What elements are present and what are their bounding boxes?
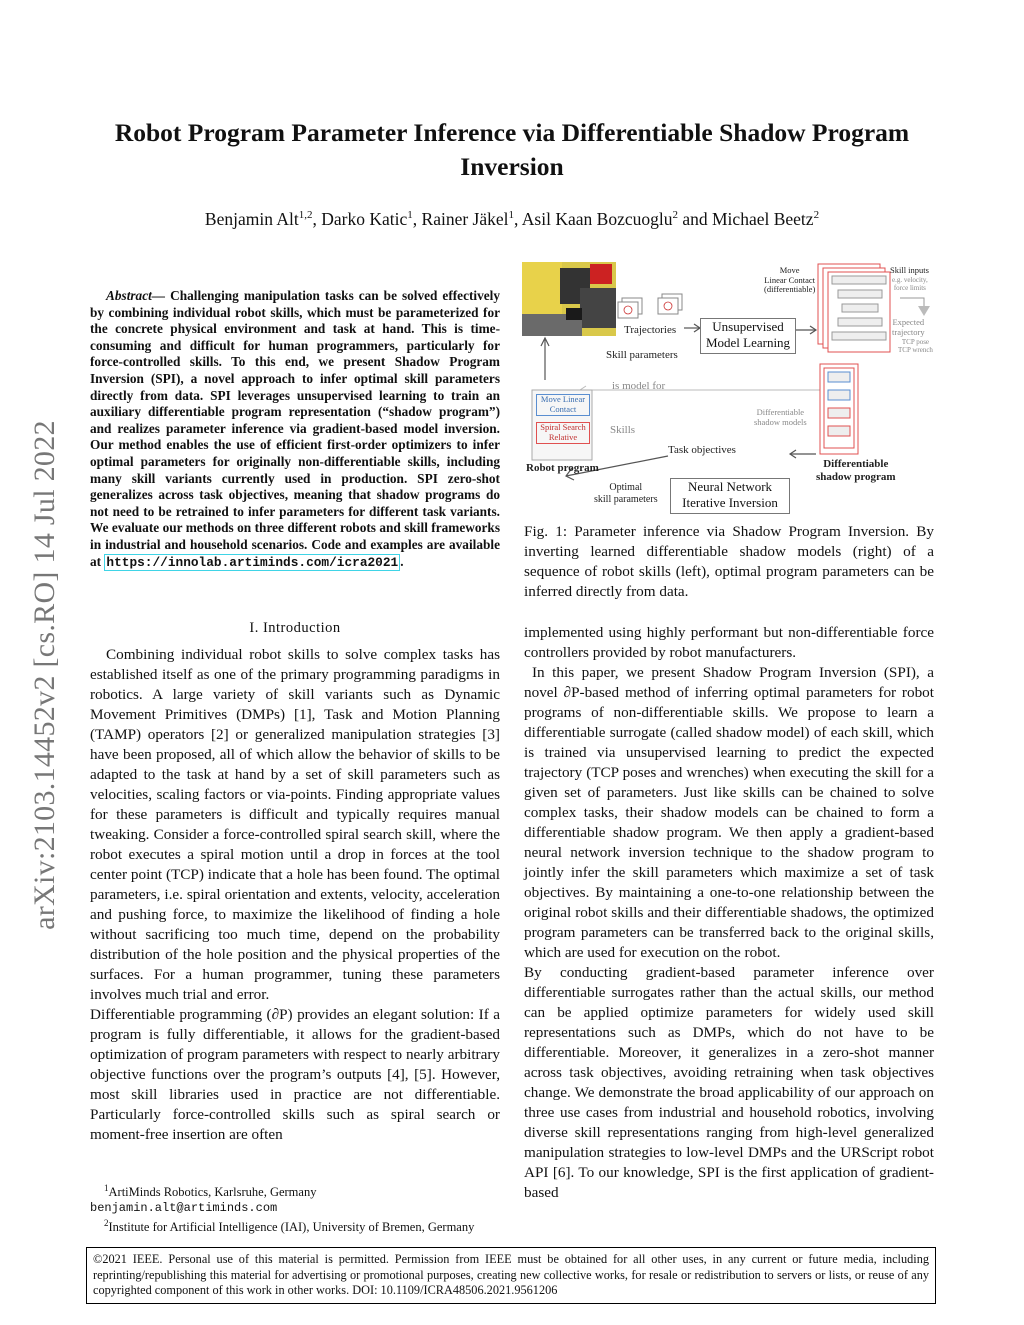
author-name: Michael Beetz — [712, 209, 814, 229]
paragraph: By conducting gradient-based parameter inference over differentiable surrogates rather than the actual skills, our method can be applied optimize parameters for widely used skill representations such as DMPs, which do not have to be differentiable. Moreover, it generalizes in a zero-shot manner across task objectives, avoiding retraining when task objectives change. We demonstrate the broad applicability of our approach on three use cases from industrial and household robotics, involving diverse skill representations ranging from high-level generalized manipulation strategies to low-level DMPs and the URScript robot API [6]. To our knowledge, SPI is the first application of gradient-based — [524, 964, 934, 1201]
footnote-text: ArtiMinds Robotics, Karlsruhe, Germany — [108, 1185, 317, 1200]
box-line: Iterative Inversion — [682, 495, 778, 510]
footnote-text: Institute for Artificial Intelligence (IAI), University of Bremen, Germany — [108, 1220, 475, 1235]
intro-right-column — [524, 623, 934, 1203]
paragraph: Differentiable programming (∂P) provides an elegant solution: If a program is fully differentiable, it allows for the gradient-based optimization of program parameters with respect to nearly arbitrary objective functions over the program’s outputs [4], [5]. However, most skill libraries used in practice are not differentiable. Particularly force-controlled skills such as spiral search or moment-free insertion are often — [90, 1006, 500, 1143]
author-email[interactable]: benjamin.alt@artiminds.com — [90, 1200, 278, 1215]
robot-program-label: Robot program — [526, 462, 599, 474]
abstract — [90, 288, 500, 571]
robot-photo — [522, 262, 616, 336]
affiliation-mark: 1 — [407, 209, 413, 222]
box-line: Unsupervised — [712, 319, 784, 334]
affiliation-mark: 2 — [672, 209, 678, 222]
abstract-text: Challenging manipulation tasks can be solved effectively by combining individual robot skills, which must be parameterized for the concrete physical environment and task at hand. This is time-consuming and difficult for human programmers, particularly for force-controlled skills. To this end, we present Shadow Program Inversion (SPI), a novel approach to infer optimal skill parameters directly from data. SPI leverages unsupervised learning to train an auxiliary differentiable program representation (“shadow program”) and realizes parameter inference via gradient-based model inversion. Our method enables the use of efficient first-order optimizers to infer optimal parameters for originally non-differentiable skills, including many skill variants currently used in production. SPI zero-shot generalizes across task objectives, meaning that shadow programs do not need to be retrained to infer parameters for different task variants. We evaluate our methods on three different robots and skill frameworks in industrial and household scenarios. Code and examples are available at — [90, 288, 500, 569]
expected-trajectory-label: Expected trajectory — [892, 317, 925, 337]
skill-parameters-label: Skill parameters — [606, 349, 678, 361]
skill-move-linear-contact: Move Linear Contact — [536, 394, 590, 416]
affiliation-mark: 1 — [508, 209, 514, 222]
figure-1 — [520, 258, 940, 510]
arxiv-identifier: arXiv:2103.14452v2 [cs.RO] 14 Jul 2022 — [28, 420, 61, 930]
section-title: Introduction — [262, 620, 341, 636]
author-name: Asil Kaan Bozcuoglu — [521, 209, 673, 229]
neural-network-box — [670, 478, 790, 514]
unsupervised-learning-box — [700, 318, 796, 354]
paper-title: Robot Program Parameter Inference via Differentiable Shadow Program Inversion — [114, 118, 910, 181]
affiliation-mark: 2 — [813, 209, 820, 222]
code-link[interactable]: https://innolab.artiminds.com/icra2021 — [106, 554, 399, 570]
section-heading — [90, 620, 500, 637]
figure-caption: Fig. 1: Parameter inference via Shadow Program Inversion. By inverting learned differentiable shadow models (right) of a sequence of robot skills (left), optimal program parameters can be inferred directly from data. — [524, 523, 934, 600]
author-list: Benjamin Alt$^{1,2}$, Darko Katic$^1$, Rainer Jäkel$^1$, Asil Kaan Bozcuoglu$^2$ and Michael Beetz$^2$ — [204, 209, 820, 229]
intro-left-column — [90, 645, 500, 1145]
footnote-2 — [90, 1216, 500, 1236]
abstract-label: Abstract— — [106, 288, 166, 303]
diff-models-label: Differentiable shadow models — [754, 407, 807, 427]
author-name: Benjamin Alt — [204, 209, 299, 229]
copyright-notice: ©2021 IEEE. Personal use of this material is permitted. Permission from IEEE must be obtained for all other uses, in any current or future media, including reprinting/republishing this material for advertising or promotional purposes, creating new collective works, for resale or redistribution to servers or lists, or reuse of any copyrighted component of this work in other works. DOI: 10.1109/ICRA48506.2021.9561206 — [86, 1247, 936, 1304]
author-name: Rainer Jäkel — [421, 209, 509, 229]
skill-inputs-label: Skill inputs — [890, 265, 929, 275]
task-objectives-label: Task objectives — [668, 444, 736, 456]
affiliation-mark: 1,2 — [298, 209, 313, 222]
abstract-end: . — [400, 553, 404, 569]
move-contact-label: Move Linear Contact (differentiable) — [764, 265, 816, 294]
shadow-model-stack — [818, 264, 930, 454]
section-number: I. — [249, 620, 259, 636]
footnote-mark: 1 — [104, 1183, 109, 1193]
paragraph: implemented using highly performant but non-differentiable force controllers provided by robot manufacturers. — [524, 624, 934, 661]
skill-inputs-example: e.g. velocity, force limits — [892, 276, 928, 292]
paragraph: Combining individual robot skills to solve complex tasks has established itself as one of the primary programming paradigms in robotics. A large variety of skill variants such as Dynamic Movement Primitives (DMPs) [1], Task and Motion Planning (TAMP) operators [2] or generalized manipulation strategies [3] have been proposed, all of which allow the behavior of skills to be adapted to the task at hand by a set of skill parameters such as velocities, scaling factors or via-points. Finding appropriate values for these parameters is difficult and typically requires manual tweaking. Consider a force-controlled spiral search skill, where the robot executes a spiral motion until a drop in forces at the tool center point (TCP) indicate that a hole has been found. The optimal parameters, i.e. spiral orientation and extents, velocity, acceleration and pushing force, to maximize the likelihood of finding a hole without sacrificing too much time, depend on the probability distribution of the hole position and the physical properties of the surfaces. For a human programmer, tuning these parameters involves much trial and error. — [90, 646, 500, 1003]
trajectories-label: Trajectories — [624, 324, 677, 336]
diff-program-label: Differentiable shadow program — [816, 458, 896, 483]
box-line: Neural Network — [687, 479, 773, 494]
expected-trajectory-sub: TCP pose TCP wrench — [898, 338, 933, 354]
paragraph: In this paper, we present Shadow Program Inversion (SPI), a novel ∂P-based method of inferring optimal parameters for robot programs of non-differentiable skills. We propose to learn a differentiable surrogate (called shadow model) of each skill, which is trained via unsupervised learning to predict the expected trajectory (TCP poses and wrenches) when executing the skill for a given set of parameters. Just like skills can be chained to solve complex tasks, their shadow models can be chained to form a differentiable shadow program. We then apply a gradient-based neural network inversion technique to the shadow program to jointly infer the skill parameters which maximize a set of task objectives. By maintaining a one-to-one relationship between the original robot skills and their differentiable shadows, the optimized program parameters can be transferred back to the original skills, which are used for execution on the robot. — [524, 664, 934, 961]
author-name: Darko Katic — [321, 209, 408, 229]
footnote-1 — [90, 1181, 500, 1201]
skill-spiral-search: Spiral Search Relative — [536, 422, 590, 444]
box-line: Model Learning — [705, 335, 791, 350]
is-model-for-label: is model for — [612, 380, 666, 392]
optimal-params-label: Optimal skill parameters — [594, 482, 658, 505]
trajectory-plots — [618, 294, 682, 318]
skills-label: Skills — [610, 424, 636, 436]
footnotes — [90, 1181, 500, 1236]
footnote-mark: 2 — [104, 1218, 109, 1229]
